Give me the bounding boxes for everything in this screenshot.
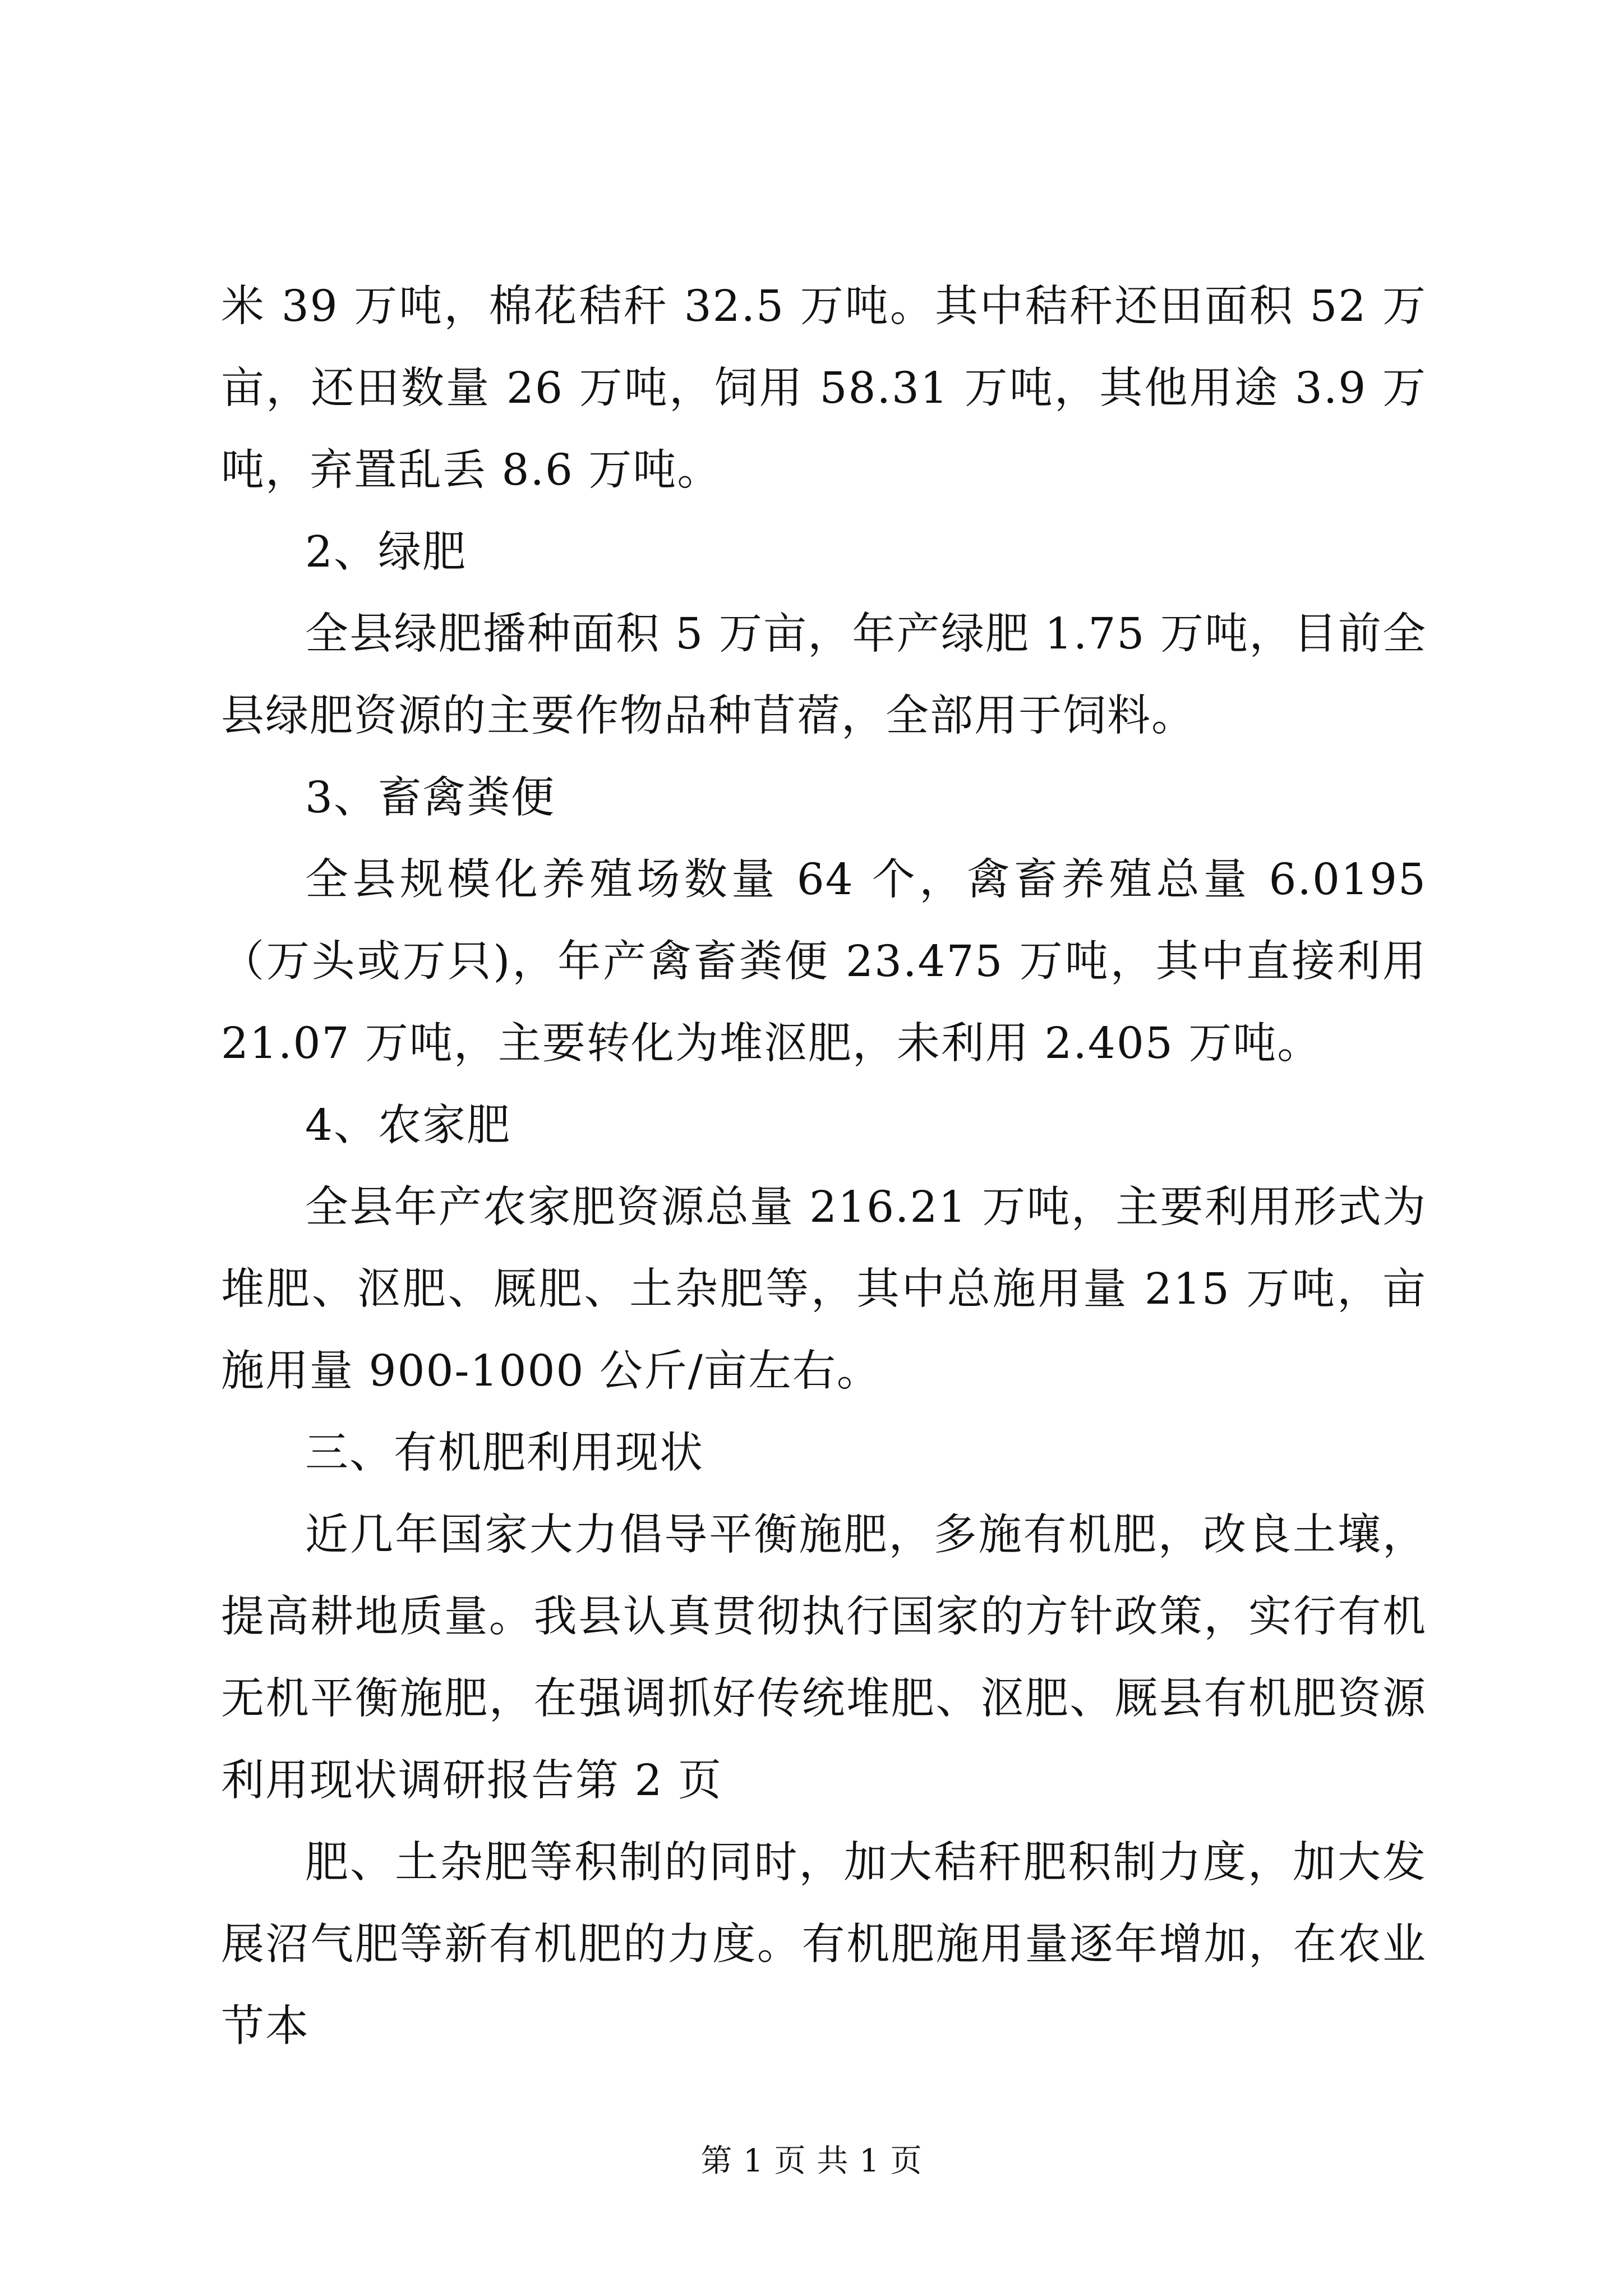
paragraph-livestock-manure: 全县规模化养殖场数量 64 个，禽畜养殖总量 6.0195（万头或万只)，年产禽畜粪便 23.475 万吨，其中直接利用 21.07 万吨，主要转化为堆沤肥，未利用 2.405 万吨。 — [221, 855, 1427, 1069]
heading-farmyard-manure: 4、农家肥 — [305, 1101, 511, 1151]
document-body — [221, 266, 1427, 2068]
heading-green-manure: 2、绿肥 — [305, 527, 467, 577]
page-footer: 第 1 页 共 1 页 — [700, 2143, 923, 2179]
paragraph-organic-fertilizer-policy: 近几年国家大力倡导平衡施肥，多施有机肥，改良土壤，提高耕地质量。我县认真贯彻执行国家的方针政策，实行有机无机平衡施肥，在强调抓好传统堆肥、沤肥、厩县有机肥资源利用现状调研报告第 2 页 — [221, 1510, 1427, 1806]
paragraph-green-manure: 全县绿肥播种面积 5 万亩，年产绿肥 1.75 万吨，目前全县绿肥资源的主要作物品种苜蓿，全部用于饲料。 — [221, 609, 1427, 741]
paragraph-organic-fertilizer-continued: 肥、土杂肥等积制的同时，加大秸秆肥积制力度，加大发展沼气肥等新有机肥的力度。有机肥施用量逐年增加，在农业节本 — [221, 1838, 1427, 2051]
heading-organic-fertilizer-status: 三、有机肥利用现状 — [305, 1428, 704, 1478]
paragraph-straw-summary: 米 39 万吨，棉花秸秆 32.5 万吨。其中秸秆还田面积 52 万亩，还田数量 26 万吨，饲用 58.31 万吨，其他用途 3.9 万吨，弃置乱丢 8.6 万吨。 — [221, 282, 1427, 495]
paragraph-farmyard-manure: 全县年产农家肥资源总量 216.21 万吨，主要利用形式为堆肥、沤肥、厩肥、土杂肥等，其中总施用量 215 万吨，亩施用量 900-1000 公斤/亩左右。 — [221, 1182, 1427, 1396]
heading-livestock-manure: 3、畜禽粪便 — [305, 773, 555, 823]
